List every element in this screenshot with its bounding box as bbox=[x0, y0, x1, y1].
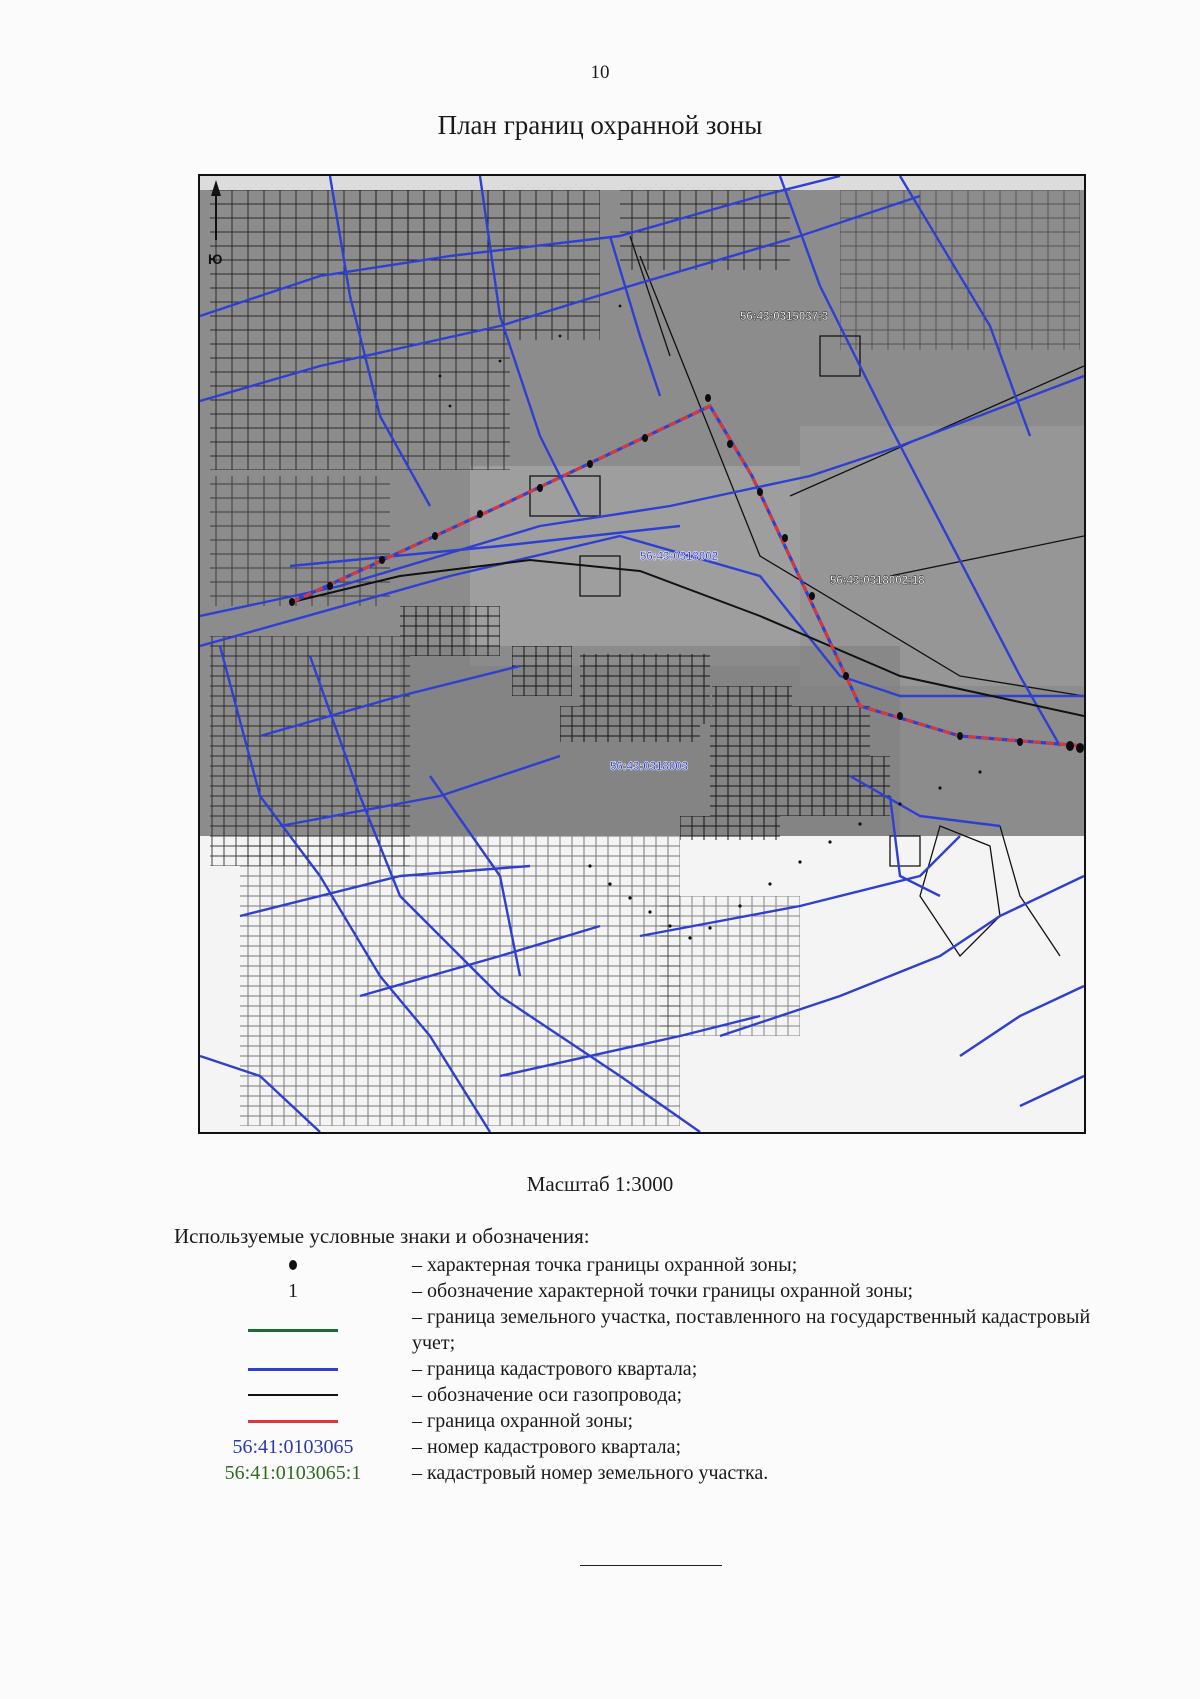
green-line-icon bbox=[248, 1329, 338, 1332]
footer-rule bbox=[580, 1565, 722, 1566]
point-icon bbox=[289, 1260, 297, 1270]
page-title: План границ охранной зоны bbox=[437, 110, 763, 140]
legend-item-quarter-number: 56:41:0103065 – номер кадастрового квартала; bbox=[232, 1436, 682, 1458]
page-number: 10 bbox=[590, 62, 610, 83]
black-line-icon bbox=[248, 1394, 338, 1396]
quarter-label-0318002: 56:43:0318002 bbox=[640, 551, 719, 563]
protection-zone-map bbox=[198, 174, 1086, 1134]
legend-item-zone-boundary: – граница охранной зоны; bbox=[174, 1408, 1134, 1434]
legend-item-parcel-boundary: – граница земельного участка, поставленного на государственный кадастровый учет; bbox=[174, 1304, 1134, 1356]
blue-line-icon bbox=[248, 1368, 338, 1371]
parcel-label-0315037-3: 56:43:0315037:3 bbox=[740, 311, 829, 323]
legend-item-point: – характерная точка границы охранной зоны; bbox=[174, 1252, 1134, 1278]
map-canvas bbox=[200, 176, 1084, 1132]
legend bbox=[174, 1252, 1134, 1486]
legend-item-quarter-boundary: – граница кадастрового квартала; bbox=[174, 1356, 1134, 1382]
legend-item-point-label: 1 – обозначение характерной точки границы охранной зоны; bbox=[288, 1280, 914, 1302]
north-arrow-label: Ю bbox=[208, 251, 223, 267]
legend-item-pipeline-axis: – обозначение оси газопровода; bbox=[174, 1382, 1134, 1408]
legend-item-parcel-number: 56:41:0103065:1 – кадастровый номер земельного участка. bbox=[224, 1462, 769, 1484]
legend-title: Используемые условные знаки и обозначения: bbox=[174, 1224, 590, 1248]
parcel-label-0318002-18: 56:43:0318002:18 bbox=[830, 575, 925, 587]
red-line-icon bbox=[248, 1420, 338, 1423]
quarter-label-0318003: 56:43:0318003 bbox=[610, 761, 689, 773]
map-scale: Масштаб 1:3000 bbox=[526, 1172, 674, 1196]
